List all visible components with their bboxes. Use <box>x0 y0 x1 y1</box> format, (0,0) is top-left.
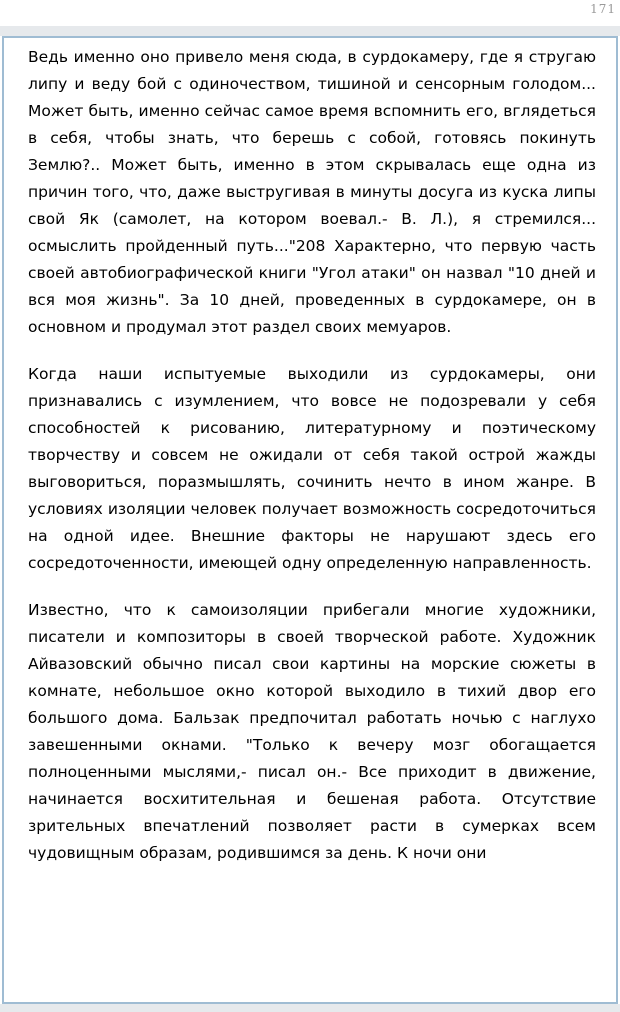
paragraph: Известно, что к самоизоляции прибегали многие художники, писатели и композиторы в своей творческой работе. Художник Айвазовский обычно писал свои картины на морские сюжеты в комнате, небольшое окно которой выходило в тихий двор его большого дома. Бальзак предпочитал работать ночью с наглухо завешенными окнами. "Только к вечеру мозг обогащается полноценными мыслями,- писал он.- Все приходит в движение, начинается восхитительная и бешеная работа. Отсутствие зрительных впечатлений позволяет расти в сумерках всем чудовищным образам, родившимся за день. К ночи они <box>28 601 596 862</box>
document-body <box>28 44 596 887</box>
page-number: 171 <box>590 2 616 16</box>
page-frame <box>2 36 618 1004</box>
paragraph: Когда наши испытуемые выходили из сурдокамеры, они признавались с изумлением, что вовсе не подозревали у себя способностей к рисованию, литературному и поэтическому творчеству и совсем не ожидали от себя такой острой жажды выговориться, поразмышлять, сочинить нечто в ином жанре. В условиях изоляции человек получает возможность сосредоточиться на одной идее. Внешние факторы не нарушают здесь его сосредоточенности, имеющей одну определенную направленность. <box>28 365 596 572</box>
bottom-divider <box>0 1004 620 1012</box>
paragraph: Ведь именно оно привело меня сюда, в сурдокамеру, где я стругаю липу и веду бой с одиночеством, тишиной и сенсорным голодом... Может быть, именно сейчас самое время вспомнить его, вглядеться в себя, чтобы знать, что берешь с собой, готовясь покинуть Землю?.. Может быть, именно в этом скрывалась еще одна из причин того, что, даже выстругивая в минуты досуга из куска липы свой Як (самолет, на котором воевал.- В. Л.), я стремился... осмыслить пройденный путь..."208 Характерно, что первую часть своей автобиографической книги "Угол атаки" он назвал "10 дней и вся моя жизнь". За 10 дней, проведенных в сурдокамере, он в основном и продумал этот раздел своих мемуаров. <box>28 48 596 336</box>
top-divider <box>0 26 620 36</box>
